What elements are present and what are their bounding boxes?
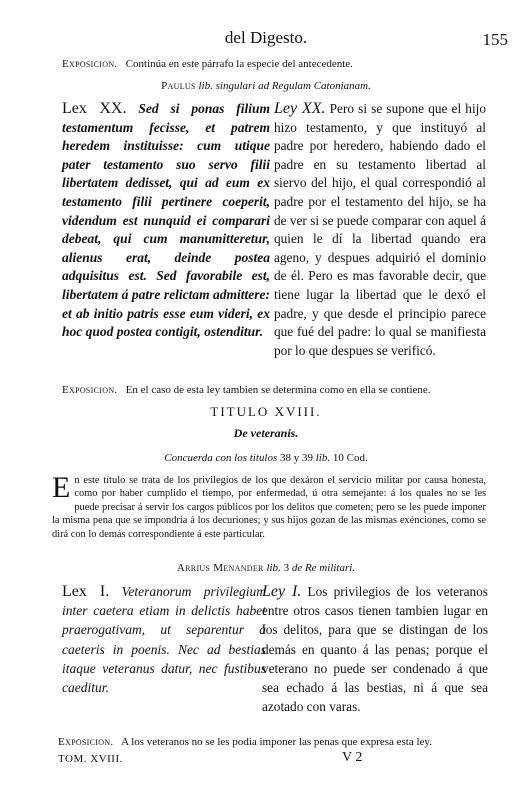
section-heading: TITULO XVIII. <box>210 404 322 419</box>
concordance-code: 10 Cod. <box>332 452 368 464</box>
introduction-text: n este título se trata de los privilegios de los que dexáron el servicio militar por causa honesta, como por haber cumplido el tiempo, por enfermedad, ú otra semejante: á los quales no se les puede precisar á servir los cargos públicos por los delitos que cometen; pero se les puede imponer la misma pena que se impondria á los decuriones; y sus hijos gozan de las mismas exénciones, como se dirá con lo demás correspondiente á este particular. <box>52 475 486 540</box>
attribution-work: lib. singulari ad Regulam Catonianam. <box>195 80 371 92</box>
attribution-arrius-menander <box>0 562 532 574</box>
concordance-lib: lib. <box>312 452 333 464</box>
spanish-lead: Ley I. <box>262 583 302 600</box>
exposicion-label: Exposicion. <box>62 58 118 70</box>
latin-lead: Lex XX. <box>62 100 127 117</box>
spanish-lead: Ley XX. <box>274 100 326 117</box>
concordance-numbers: 38 y 39 <box>279 452 313 464</box>
spanish-column-ley-xx <box>274 100 486 360</box>
spanish-text: Los privilegios de los veteranos entre otros casos tienen tambien lugar en los delitos, para que se distingan de los demás en quanto á las penas; porque el veterano no puede ser condenado á que sea echado á las bestias, ni á que sea azotado con varas. <box>262 584 488 715</box>
running-title: del Digesto. <box>224 28 308 47</box>
exposicion-note-3 <box>58 736 432 748</box>
latin-text: Veteranorum privilegium inter caetera etiam in delictis habet praerogativam, ut separentur á caeteris in poenis. Nec ad bestias itaque veteranus datur, nec fustibus caeditur. <box>62 584 267 696</box>
attribution-book-number: 3 <box>283 562 290 574</box>
drop-cap: E <box>52 471 71 504</box>
latin-lead: Lex I. <box>62 583 110 600</box>
exposicion-text: En el caso de esta ley tambien se determina como en ella se contiene. <box>125 384 431 396</box>
page-number: 155 <box>482 30 508 49</box>
exposicion-label: Exposicion. <box>62 384 118 396</box>
exposicion-label: Exposicion. <box>58 736 114 748</box>
attribution-author: Paulus <box>161 80 196 92</box>
attribution-paulus <box>0 80 532 92</box>
latin-column-lex-xx <box>62 100 270 342</box>
concordance-text: Concuerda con los títulos <box>164 452 280 464</box>
spanish-column-ley-i <box>262 582 488 716</box>
exposicion-note-1 <box>62 58 353 70</box>
spanish-text: Pero si se supone que el hijo hizo testamento, y que instituyó al padre por heredero, habiendo dado el padre en su testamento libertad al siervo del hijo, el qual correspondió al padre por el testamento del hijo, se ha de ver si se puede comparar con aquel á quien le dí la libertad quando era ageno, y despues adquirió el dominio de él. Pero es mas favorable decir, que tiene lugar la libertad que le dexó el padre, y que desde el principio parece que fué del padre: lo qual se manifiesta por lo que despues se verificó. <box>274 101 486 358</box>
attribution-work: lib. <box>263 562 284 574</box>
latin-text: Sed si ponas filium testamentum fecisse, et patrem heredem instituisse: cum utique pater testamento suo servo filii libertatem dedisset, qui ad eum ex testamento filii pertinere coeperit, videndum est nunquid ei comparari debeat, qui cum manumitteretur, alienus erat, deinde postea adquisitus est. Sed favorabile est, libertatem á patre relictam admittere: et ab initio patris esse eum videri, ex hoc quod postea contigit, ostenditur. <box>62 101 270 340</box>
attribution-author: Arrius Menander <box>176 562 264 574</box>
exposicion-text: Continúa en este párrafo la especie del antecedente. <box>125 58 353 70</box>
attribution-work-title: de Re militari. <box>289 562 356 574</box>
exposicion-text: A los veteranos no se les podia imponer las penas que expresa esta ley. <box>121 736 432 748</box>
exposicion-note-2 <box>62 384 431 396</box>
concordance-line <box>0 452 532 464</box>
title-introduction <box>52 471 486 541</box>
latin-column-lex-i <box>62 582 266 697</box>
section-subtitle: De veteranis. <box>233 426 299 440</box>
signature-mark: V 2 <box>342 750 363 765</box>
tome-label: TOM. XVIII. <box>58 753 123 765</box>
